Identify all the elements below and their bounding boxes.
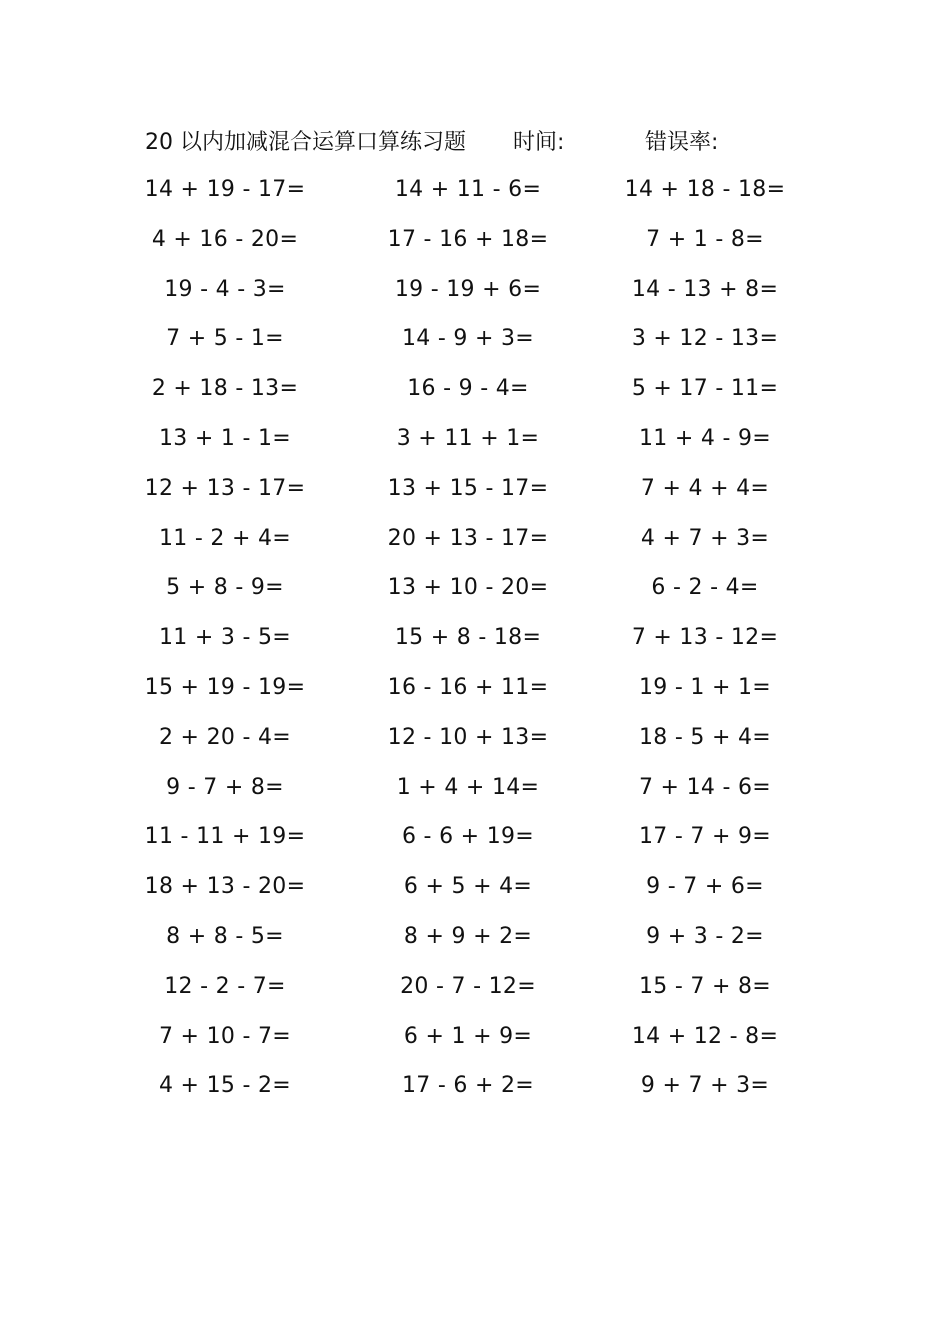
problem-row — [120, 222, 820, 272]
math-problem: 20 + 13 - 17= — [387, 525, 549, 551]
math-problem: 1 + 4 + 14= — [396, 774, 540, 800]
math-problem: 6 + 1 + 9= — [403, 1023, 533, 1049]
math-problem: 15 - 7 + 8= — [638, 973, 772, 999]
problem-row — [120, 570, 820, 620]
math-problem: 11 + 3 - 5= — [158, 625, 292, 651]
math-problem: 7 + 13 - 12= — [631, 625, 779, 651]
math-problem: 14 - 9 + 3= — [401, 326, 535, 352]
problem-row — [120, 521, 820, 571]
math-problem: 7 + 4 + 4= — [640, 475, 770, 501]
problem-row — [120, 321, 820, 371]
problem-grid — [120, 172, 820, 1118]
math-problem: 14 - 13 + 8= — [631, 276, 779, 302]
math-problem: 5 + 8 - 9= — [166, 575, 284, 601]
math-problem: 20 - 7 - 12= — [400, 973, 536, 999]
math-problem: 4 + 16 - 20= — [151, 226, 299, 252]
math-problem: 12 + 13 - 17= — [144, 475, 306, 501]
problem-row — [120, 819, 820, 869]
math-problem: 16 - 9 - 4= — [407, 376, 529, 402]
math-problem: 14 + 11 - 6= — [394, 177, 542, 202]
problem-row — [120, 471, 820, 521]
math-problem: 14 + 19 - 17= — [144, 177, 306, 202]
math-problem: 18 - 5 + 4= — [638, 724, 772, 750]
math-problem: 19 - 4 - 3= — [164, 276, 286, 302]
math-problem: 2 + 18 - 13= — [151, 376, 299, 402]
math-problem: 7 + 1 - 8= — [646, 226, 764, 252]
math-problem: 14 + 12 - 8= — [631, 1023, 779, 1049]
math-problem: 2 + 20 - 4= — [158, 724, 292, 750]
math-problem: 17 - 7 + 9= — [638, 824, 772, 850]
math-problem: 4 + 7 + 3= — [640, 525, 770, 551]
math-problem: 17 - 16 + 18= — [387, 226, 549, 252]
math-problem: 19 - 19 + 6= — [394, 276, 542, 302]
problem-row — [120, 969, 820, 1019]
math-problem: 9 + 7 + 3= — [640, 1073, 770, 1099]
math-problem: 11 - 2 + 4= — [158, 525, 292, 551]
math-problem: 6 - 2 - 4= — [651, 575, 759, 601]
worksheet-title: 20 以内加减混合运算口算练习题 — [145, 130, 466, 155]
math-problem: 13 + 10 - 20= — [387, 575, 549, 601]
math-problem: 12 - 10 + 13= — [387, 724, 549, 750]
problem-row — [120, 869, 820, 919]
math-problem: 3 + 12 - 13= — [631, 326, 779, 352]
problem-row — [120, 1019, 820, 1069]
math-problem: 11 - 11 + 19= — [144, 824, 306, 850]
math-problem: 13 + 1 - 1= — [158, 425, 292, 451]
math-problem: 11 + 4 - 9= — [638, 425, 772, 451]
math-problem: 9 - 7 + 6= — [646, 874, 764, 900]
problem-row — [120, 620, 820, 670]
math-problem: 17 - 6 + 2= — [401, 1073, 535, 1099]
math-problem: 13 + 15 - 17= — [387, 475, 549, 501]
time-label: 时间: — [513, 130, 565, 155]
math-problem: 9 - 7 + 8= — [166, 774, 284, 800]
math-problem: 7 + 5 - 1= — [166, 326, 284, 352]
math-problem: 15 + 8 - 18= — [394, 625, 542, 651]
problem-row — [120, 1068, 820, 1118]
problem-row — [120, 670, 820, 720]
problem-row — [120, 421, 820, 471]
math-problem: 19 - 1 + 1= — [638, 674, 772, 700]
problem-row — [120, 720, 820, 770]
math-problem: 7 + 10 - 7= — [158, 1023, 292, 1049]
math-problem: 15 + 19 - 19= — [144, 674, 306, 700]
math-problem: 14 + 18 - 18= — [624, 177, 786, 202]
math-problem: 8 + 9 + 2= — [403, 923, 533, 949]
math-problem: 9 + 3 - 2= — [646, 923, 764, 949]
math-problem: 6 - 6 + 19= — [401, 824, 535, 850]
math-problem: 8 + 8 - 5= — [166, 923, 284, 949]
problem-row — [120, 272, 820, 322]
math-problem: 3 + 11 + 1= — [396, 425, 540, 451]
problem-row — [120, 371, 820, 421]
problem-row — [120, 770, 820, 820]
math-problem: 5 + 17 - 11= — [631, 376, 779, 402]
problem-row — [120, 919, 820, 969]
error-rate-label: 错误率: — [645, 130, 719, 155]
math-problem: 12 - 2 - 7= — [164, 973, 286, 999]
math-problem: 4 + 15 - 2= — [158, 1073, 292, 1099]
math-problem: 16 - 16 + 11= — [387, 674, 549, 700]
worksheet-header — [145, 126, 845, 160]
problem-row — [120, 172, 820, 222]
math-problem: 7 + 14 - 6= — [638, 774, 772, 800]
math-problem: 6 + 5 + 4= — [403, 874, 533, 900]
math-problem: 18 + 13 - 20= — [144, 874, 306, 900]
